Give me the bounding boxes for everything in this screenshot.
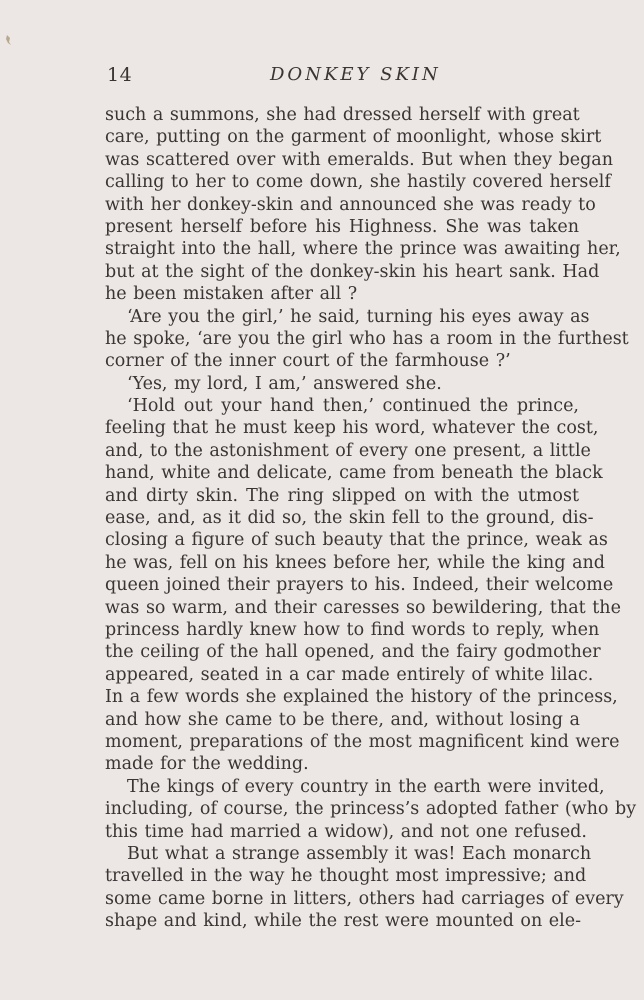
text-line: hand, white and delicate, came from beneath the black xyxy=(105,463,603,484)
text-line: such a summons, she had dressed herself with great xyxy=(105,105,580,125)
text-line: shape and kind, while the rest were mounted on ele- xyxy=(105,911,581,932)
text-line: calling to her to come down, she hastily covered herself xyxy=(105,172,611,193)
text-line: with her donkey-skin and announced she was ready to xyxy=(105,194,596,215)
text-line: ‘Yes, my lord, I am,’ answered she. xyxy=(127,373,442,394)
text-line: ease, and, as it did so, the skin fell to the ground, dis- xyxy=(105,508,594,529)
text-line: travelled in the way he thought most impressive; and xyxy=(105,866,587,887)
text-line: he been mistaken after all ? xyxy=(105,284,358,305)
running-title: DONKEY SKIN xyxy=(270,64,441,85)
text-line: ‘Are you the girl,’ he said, turning his eyes away as xyxy=(127,306,590,327)
text-line: but at the sight of the donkey-skin his heart sank. Had xyxy=(105,261,600,282)
text-line: some came borne in litters, others had carriages of every xyxy=(105,888,624,909)
text-line: and dirty skin. The ring slipped on with the utmost xyxy=(105,485,579,506)
text-line: and how she came to be there, and, without losing a xyxy=(105,709,580,730)
text-line: straight into the hall, where the prince was awaiting her, xyxy=(105,239,621,260)
text-line: he spoke, ‘are you the girl who has a room in the furthest xyxy=(105,328,629,349)
text-line: closing a figure of such beauty that the prince, weak as xyxy=(105,530,608,551)
text-line: was scattered over with emeralds. But when they began xyxy=(105,149,613,170)
text-line: present herself before his Highness. She was taken xyxy=(105,216,579,237)
text-line: he was, fell on his knees before her, while the king and xyxy=(105,552,605,573)
text-line: appeared, seated in a car made entirely of white lilac. xyxy=(105,664,594,685)
text-line: But what a strange assembly it was! Each monarch xyxy=(127,843,592,864)
text-line: In a few words she explained the history of the princess, xyxy=(105,687,618,708)
text-line: care, putting on the garment of moonlight, whose skirt xyxy=(105,127,602,148)
text-line: including, of course, the princess’s adopted father (who by xyxy=(105,799,637,820)
text-line: ‘Hold out your hand then,’ continued the prince, xyxy=(127,396,579,417)
text-line: was so warm, and their caresses so bewildering, that the xyxy=(105,597,621,618)
text-line: moment, preparations of the most magnificent kind were xyxy=(105,731,620,752)
text-line: princess hardly knew how to find words to reply, when xyxy=(105,619,600,640)
text-line: queen joined their prayers to his. Indeed, their welcome xyxy=(105,575,614,596)
text-line: corner of the inner court of the farmhouse ?’ xyxy=(105,351,511,372)
body-text xyxy=(105,104,637,932)
text-line: the ceiling of the hall opened, and the fairy godmother xyxy=(105,642,601,663)
text-line: The kings of every country in the earth were invited, xyxy=(127,776,605,797)
page-header xyxy=(107,64,577,90)
text-line: this time had married a widow), and not one refused. xyxy=(105,821,587,842)
text-line: feeling that he must keep his word, whatever the cost, xyxy=(105,418,599,439)
ink-speck-icon xyxy=(4,33,14,47)
text-line: made for the wedding. xyxy=(105,754,309,775)
text-line: and, to the astonishment of every one present, a little xyxy=(105,440,591,461)
page-number: 14 xyxy=(107,64,133,86)
